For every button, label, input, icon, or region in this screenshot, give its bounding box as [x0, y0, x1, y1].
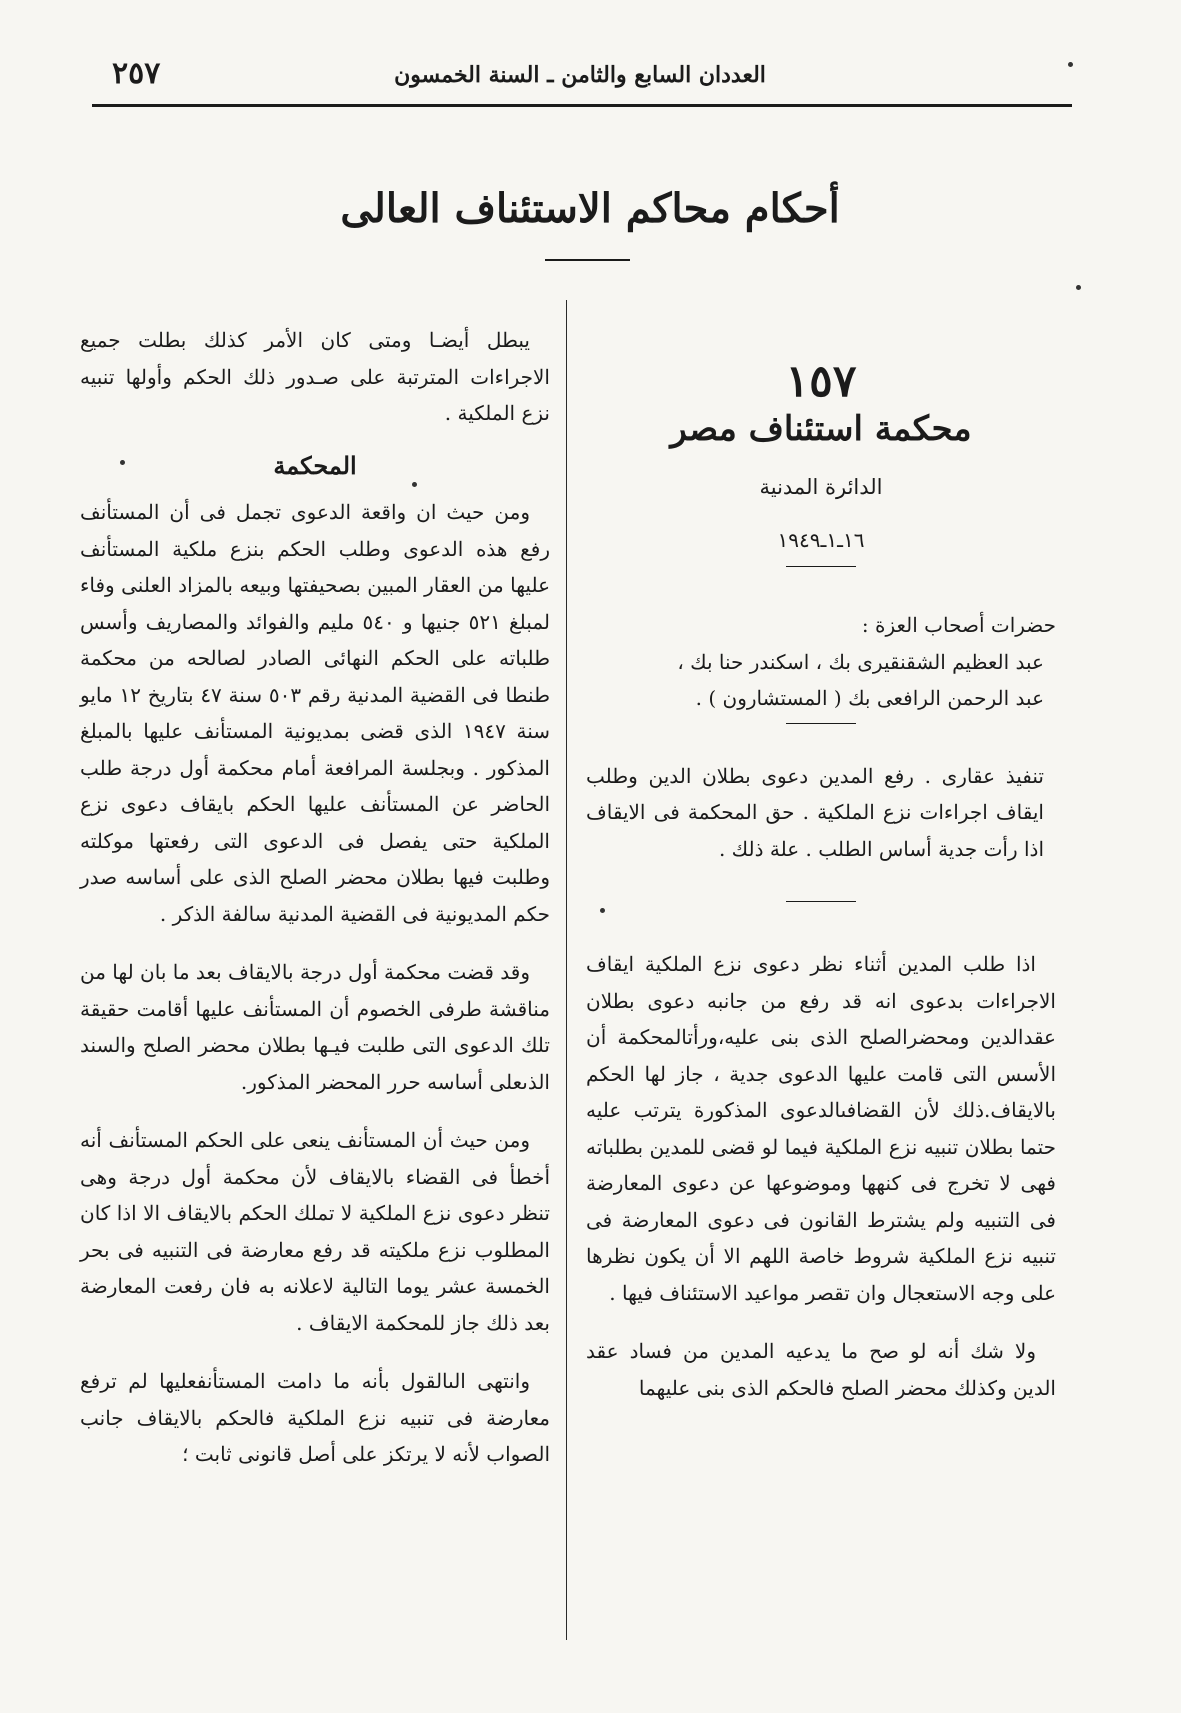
scan-speck — [600, 908, 605, 913]
principle-paragraph-1: اذا طلب المدين أثناء نظر دعوى نزع الملكية ايقاف الاجراءات بدعوى انه قد رفع من جانبه دعوى بطلان عقدالدين ومحضرالصلح الذى بنى عليه،ورأتالمحكمة أن الأسس التى قامت عليها الدعوى جدية ، جاز لها الحكم بالايقاف.ذلك لأن القضافىالدعوى المذكورة يترتب عليه حتما بطلان تنبيه نزع الملكية فيما لو قضى للمدين بطلباته فهى لا تخرج فى كنهها وموضوعها عن دعوى المعارضة فى التنبيه ولم يشترط القانون فى دعوى المعارضة فى تنبيه نزع الملكية شروط خاصة اللهم الا أن يكون نظرها على وجه الاستعجال وان تقصر مواعيد الاستئناف فيها . — [586, 952, 1056, 1305]
title-rule — [545, 259, 630, 261]
court-reasoning-heading: المحكمة — [273, 450, 357, 480]
reasoning-paragraph-2: وقد قضت محكمة أول درجة بالايقاف بعد ما بان لها من مناقشة طرفى الخصوم أن المستأنف عليها أقامت حقيقة تلك الدعوى التى طلبت فيـها بطلان محضر الصلح والسند الذىعلى أساسه حرر المحضر المذكور. — [80, 960, 550, 1094]
judges-line-1: عبد العظيم الشقنقيرى بك ، اسكندر حنا بك ، — [677, 649, 1044, 674]
principle-paragraph-2: ولا شك أنه لو صح ما يدعيه المدين من فساد عقد الدين وكذلك محضر الصلح فالحكم الذى بنى عليهما — [586, 1339, 1056, 1400]
header-rule — [92, 104, 1072, 107]
rule-after-date — [786, 566, 856, 567]
right-column — [586, 320, 1056, 1406]
rule-after-judges — [786, 723, 856, 724]
page-number: ٢٥٧ — [112, 56, 161, 91]
case-summary: تنفيذ عقارى . رفع المدين دعوى بطلان الدين وطلب ايقاف اجراءات نزع الملكية . حق المحكمة فى الايقاف اذا رأت جدية أساس الطلب . علة ذلك . — [586, 763, 1044, 861]
scan-speck — [1076, 285, 1081, 290]
judges-line-2: عبد الرحمن الرافعى بك ( المستشارون ) . — [695, 686, 1044, 710]
judges-heading: حضرات أصحاب العزة : — [861, 613, 1056, 637]
judgment-date: ١٦ـ١ـ١٩٤٩ — [777, 527, 865, 552]
continuation-paragraph: يبطل أيضـا ومتى كان الأمر كذلك بطلت جميع الاجراءات المترتبة على صـدور ذلك الحكم وأولها تنبيه نزع الملكية . — [80, 328, 550, 425]
scan-speck — [412, 482, 417, 487]
left-column — [80, 322, 550, 1473]
rule-after-summary — [786, 901, 856, 902]
court-name: محكمة استئناف مصر — [670, 408, 972, 449]
scan-speck — [1068, 62, 1073, 67]
case-number: ١٥٧ — [785, 356, 857, 407]
scan-speck — [120, 460, 125, 465]
reasoning-paragraph-1: ومن حيث ان واقعة الدعوى تجمل فى أن المستأنف رفع هذه الدعوى وطلب الحكم بنزع ملكية المستأنف عليها من العقار المبين بصحيفتها وبيعه بالمزاد العلنى وفاء لمبلغ ٥٢١ جنيها و ٥٤٠ مليم والفوائد والمصاريف وأسس طلباته على الحكم النهائى الصادر لصالحه من محكمة طنطا فى القضية المدنية رقم ٥٠٣ سنة ٤٧ بتاريخ ١٢ مايو سنة ١٩٤٧ الذى قضى بمديونية المستأنف عليها بالمبلغ المذكور . وبجلسة المرافعة أمام محكمة أول درجة طلب الحاضر عن المستأنف عليها الحكم بايقاف دعوى نزع الملكية حتى يفصل فى الدعوى التى رفعتها موكلته وطلبت فيها بطلان محضر الصلح الذى على أساسه صدر حكم المديونية فى القضية المدنية سالفة الذكر . — [80, 500, 551, 926]
reasoning-paragraph-3: ومن حيث أن المستأنف ينعى على الحكم المستأنف أنه أخطأ فى القضاء بالايقاف لأن محكمة أول درجة وهى تنظر دعوى نزع الملكية لا تملك الحكم بالايقاف الا اذا كان المطلوب نزع ملكيته قد رفع معارضة فى التنبيه فى بحر الخمسة عشر يوما التالية لاعلانه به فان رفعت المعارضة بعد ذلك جاز للمحكمة الايقاف . — [80, 1128, 550, 1335]
reasoning-paragraph-4: وانتهى الىالقول بأنه ما دامت المستأنفعليها لم ترفع معارضة فى تنبيه نزع الملكية فالحكم بالايقاف جانب الصواب لأنه لا يرتكز على أصل قانونى ثابت ؛ — [80, 1369, 550, 1466]
column-divider — [566, 300, 567, 1640]
section-title: أحكام محاكم الاستئناف العالى — [340, 185, 840, 232]
running-title: العددان السابع والثامن ـ السنة الخمسون — [394, 62, 766, 88]
circuit-name: الدائرة المدنية — [759, 475, 883, 499]
